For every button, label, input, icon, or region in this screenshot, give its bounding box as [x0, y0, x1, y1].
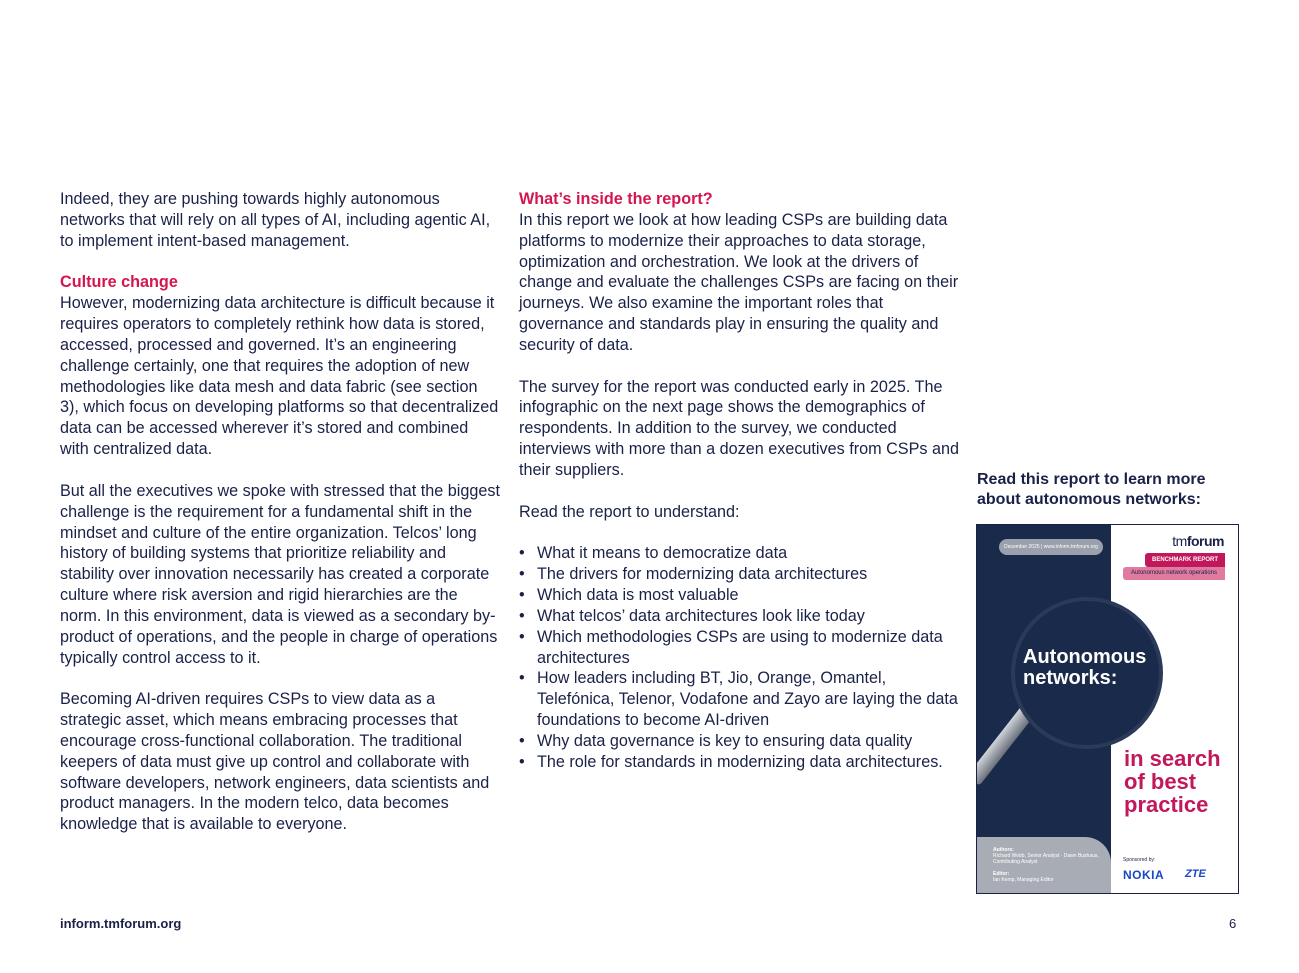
cover-title: Autonomous networks: [1023, 646, 1147, 689]
promo-text: Read this report to learn more about autonomous networks: [977, 471, 1206, 508]
bullet-item: • What telcos’ data architectures look like today [519, 606, 959, 627]
authors-names: Richard Webb, Senior Analyst · Dawn Bushaus, Contributing Analyst [993, 853, 1099, 865]
left-column [60, 189, 500, 835]
bullet-item: • Why data governance is key to ensuring data quality [519, 731, 959, 752]
report-paragraph-1: In this report we look at how leading CSPs are building data platforms to modernize their approaches to data storage, optimization and orchestration. We look at the drivers of change and evaluate the challenges CSPs are facing on their journeys. We also examine the important roles that governance and standards play in ensuring the quality and security of data. [519, 210, 959, 354]
bullet-item: • The role for standards in modernizing data architectures. [519, 752, 959, 773]
culture-paragraph-3: Becoming AI-driven requires CSPs to view data as a strategic asset, which means embracing processes that encourage cross-functional collaboration. The traditional keepers of data must give up control and collaborate with software developers, network engineers, data scientists and product managers. In the modern telco, data becomes knowledge that is available to everyone. [60, 690, 490, 834]
report-heading: What’s inside the report? [519, 190, 713, 208]
editor-label: Editor: [993, 871, 1010, 877]
editor-name: Ian Kemp, Managing Editor [993, 877, 1054, 883]
logo-forum: forum [1186, 533, 1224, 549]
benchmark-badge: BENCHMARK REPORT [1145, 553, 1225, 567]
middle-column [519, 189, 959, 773]
culture-paragraph-1: However, modernizing data architecture is difficult because it requires operators to completely rethink how data is stored, accessed, processed and governed. It’s an engineering challenge certainly, one that requires the adoption of new methodologies like data mesh and data fabric (see section 3), which focus on developing platforms so that decentralized data can be accessed wherever it’s stored and combined with centralized data. [60, 294, 499, 459]
authors-label: Authors: [993, 847, 1014, 853]
footer-link[interactable]: inform.tmforum.org [60, 916, 182, 931]
report-paragraph-3: Read the report to understand: [519, 502, 740, 521]
bullet-item: • Which methodologies CSPs are using to modernize data architectures [519, 627, 959, 669]
sponsored-label: Sponsored by: [1123, 857, 1156, 863]
cover-authors-text [993, 847, 1105, 883]
bullet-item: • What it means to democratize data [519, 543, 959, 564]
intro-paragraph: Indeed, they are pushing towards highly autonomous networks that will rely on all types of AI, including agentic AI, to implement intent-based management. [60, 190, 491, 250]
nokia-logo: NOKIA [1123, 868, 1165, 882]
cover-date: December 2025 | www.inform.tmforum.org [999, 539, 1103, 555]
report-paragraph-2: The survey for the report was conducted early in 2025. The infographic on the next page shows the demographics of respondents. In addition to the survey, we conducted interviews with more than a dozen executives from CSPs and their suppliers. [519, 377, 959, 479]
cover-tagline: in search of best practice [1124, 746, 1221, 817]
cover-subtitle: Autonomous network operations [1123, 567, 1225, 580]
bullet-item: • How leaders including BT, Jio, Orange, Omantel, Telefónica, Telenor, Vodafone and Zayo are laying the data foundations to become AI-driven [519, 668, 959, 731]
bullet-item: • The drivers for modernizing data architectures [519, 564, 959, 585]
logo-tm: tm [1172, 533, 1187, 549]
bullet-item: • Which data is most valuable [519, 585, 959, 606]
zte-logo: ZTE [1185, 868, 1206, 880]
page-number: 6 [1229, 916, 1237, 931]
culture-paragraph-2: But all the executives we spoke with stressed that the biggest challenge is the requirement for a fundamental shift in the mindset and culture of the entire organization. Telcos’ long history of building systems that prioritize reliability and stability over innovation necessarily has created a corporate culture where risk aversion and rigid hierarchies are the norm. In this environment, data is viewed as a secondary by-product of operations, and the people in charge of operations typically control access to it. [60, 481, 501, 667]
report-cover-image[interactable] [976, 524, 1239, 894]
tmforum-logo [1172, 533, 1224, 549]
culture-change-heading: Culture change [60, 273, 178, 292]
report-bullet-list [519, 543, 959, 772]
